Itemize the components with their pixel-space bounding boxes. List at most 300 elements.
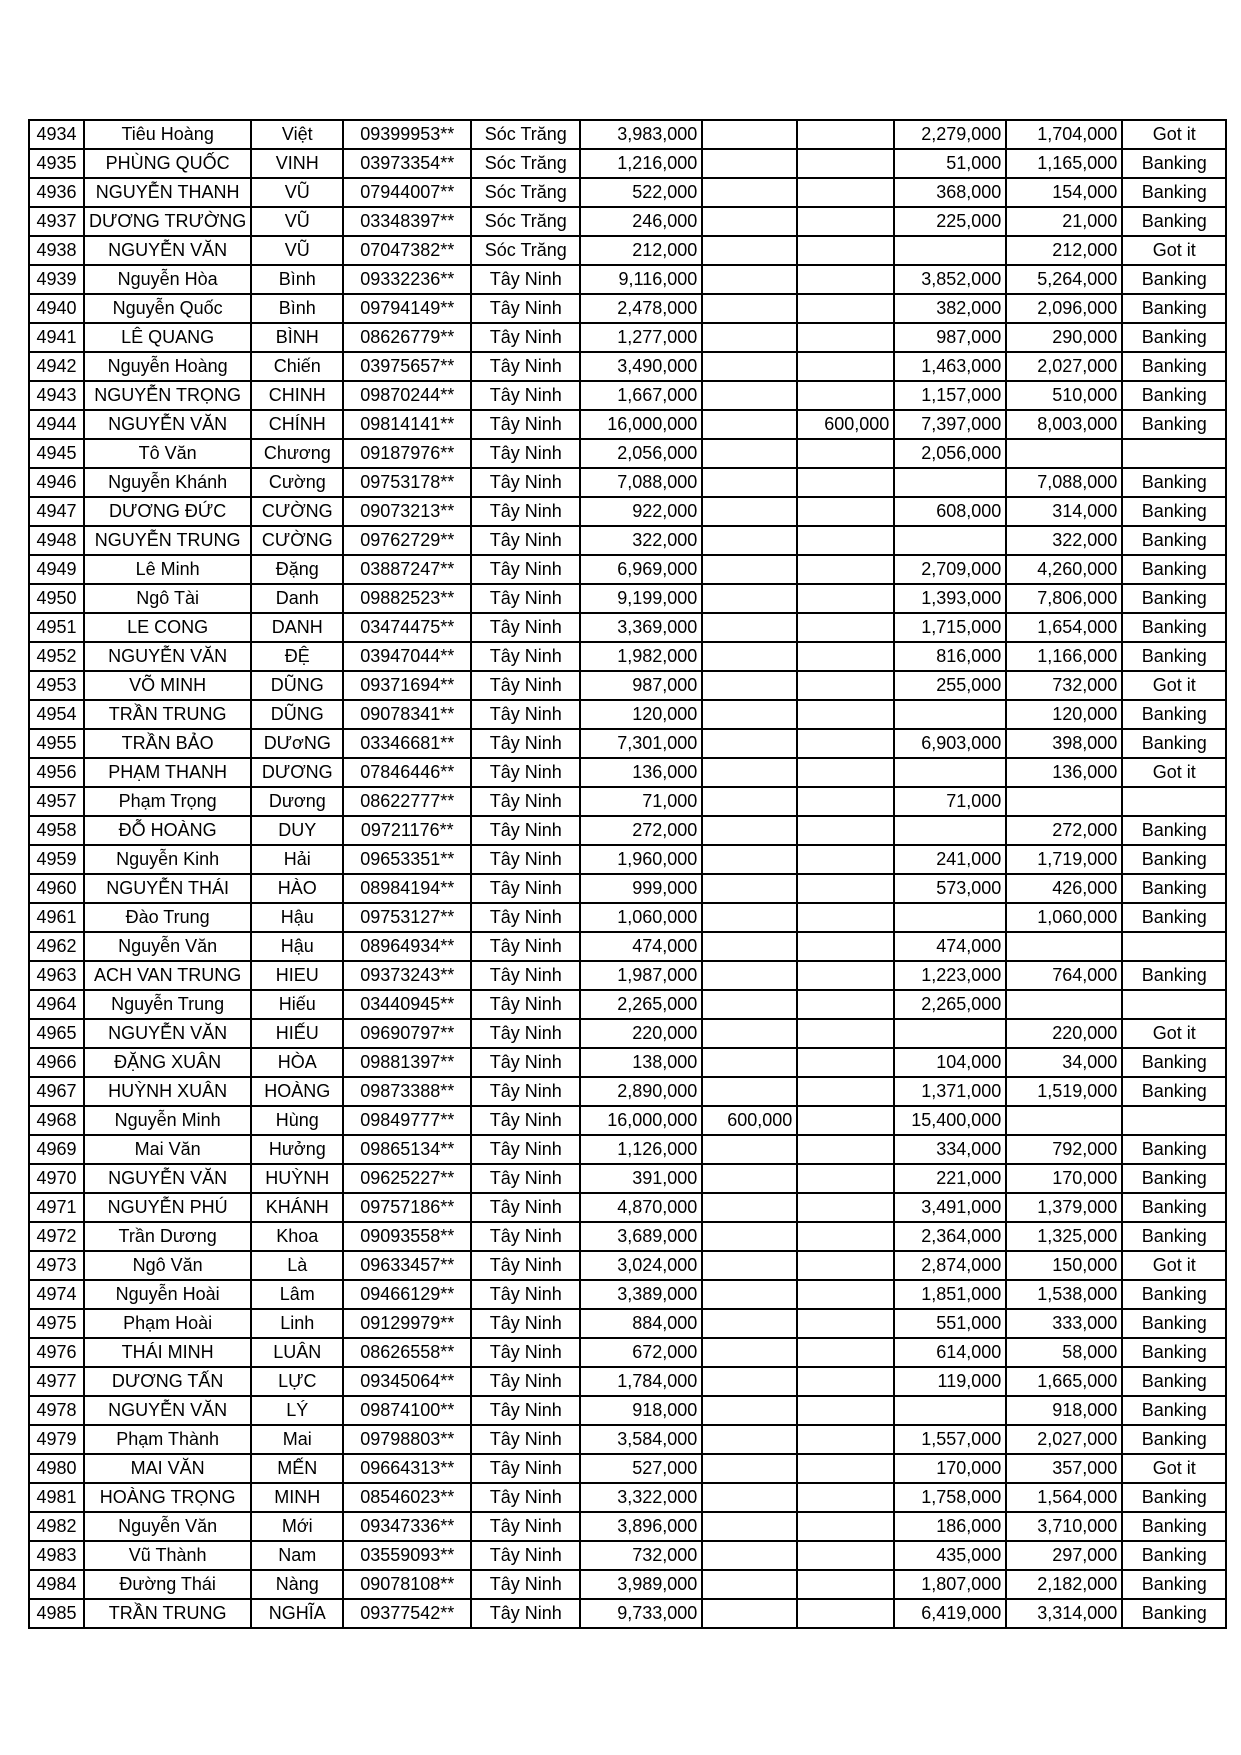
cell-province[interactable]: Tây Ninh [471,961,580,990]
cell-amount-1[interactable]: 16,000,000 [580,1106,702,1135]
cell-province[interactable]: Tây Ninh [471,1222,580,1251]
cell-col8[interactable] [797,671,894,700]
cell-name-2[interactable]: Đặng [251,555,343,584]
cell-phone[interactable]: 09757186** [343,1193,471,1222]
cell-amount-3[interactable]: 5,264,000 [1006,265,1122,294]
cell-id[interactable]: 4979 [29,1425,84,1454]
cell-amount-1[interactable]: 120,000 [580,700,702,729]
cell-name-2[interactable]: HOÀNG [251,1077,343,1106]
cell-col8[interactable] [797,1396,894,1425]
cell-phone[interactable]: 09753127** [343,903,471,932]
cell-col7[interactable] [702,903,797,932]
cell-province[interactable]: Tây Ninh [471,584,580,613]
cell-amount-3[interactable]: 918,000 [1006,1396,1122,1425]
cell-amount-2[interactable]: 6,419,000 [894,1599,1006,1628]
cell-name-2[interactable]: Dương [251,787,343,816]
cell-amount-3[interactable]: 8,003,000 [1006,410,1122,439]
cell-phone[interactable]: 09794149** [343,294,471,323]
cell-amount-3[interactable]: 2,182,000 [1006,1570,1122,1599]
cell-amount-3[interactable]: 322,000 [1006,526,1122,555]
cell-status[interactable]: Got it [1122,1019,1226,1048]
cell-amount-1[interactable]: 212,000 [580,236,702,265]
cell-phone[interactable]: 08984194** [343,874,471,903]
cell-status[interactable]: Banking [1122,1541,1226,1570]
cell-amount-2[interactable]: 3,852,000 [894,265,1006,294]
cell-name-2[interactable]: Việt [251,120,343,149]
cell-phone[interactable]: 09078341** [343,700,471,729]
cell-amount-2[interactable]: 551,000 [894,1309,1006,1338]
cell-id[interactable]: 4980 [29,1454,84,1483]
cell-col8[interactable] [797,1019,894,1048]
cell-phone[interactable]: 09332236** [343,265,471,294]
cell-col7[interactable] [702,120,797,149]
cell-phone[interactable]: 03973354** [343,149,471,178]
cell-status[interactable]: Got it [1122,1454,1226,1483]
cell-id[interactable]: 4962 [29,932,84,961]
cell-amount-1[interactable]: 3,490,000 [580,352,702,381]
cell-amount-1[interactable]: 1,126,000 [580,1135,702,1164]
cell-status[interactable]: Banking [1122,961,1226,990]
cell-id[interactable]: 4944 [29,410,84,439]
cell-id[interactable]: 4960 [29,874,84,903]
cell-amount-1[interactable]: 9,116,000 [580,265,702,294]
cell-name-2[interactable]: NGHĨA [251,1599,343,1628]
cell-province[interactable]: Tây Ninh [471,613,580,642]
cell-amount-2[interactable] [894,1396,1006,1425]
cell-col7[interactable] [702,1251,797,1280]
cell-name-1[interactable]: DƯƠNG TẤN [84,1367,251,1396]
cell-name-2[interactable]: Hưởng [251,1135,343,1164]
cell-name-1[interactable]: THÁI MINH [84,1338,251,1367]
cell-col8[interactable] [797,149,894,178]
cell-name-2[interactable]: Mai [251,1425,343,1454]
cell-name-1[interactable]: NGUYỄN VĂN [84,642,251,671]
cell-id[interactable]: 4937 [29,207,84,236]
cell-amount-3[interactable]: 4,260,000 [1006,555,1122,584]
cell-name-2[interactable]: Bình [251,294,343,323]
cell-name-2[interactable]: DŨNG [251,700,343,729]
cell-col7[interactable] [702,1338,797,1367]
cell-amount-2[interactable]: 987,000 [894,323,1006,352]
cell-status[interactable]: Banking [1122,1193,1226,1222]
cell-amount-1[interactable]: 3,989,000 [580,1570,702,1599]
cell-phone[interactable]: 09073213** [343,497,471,526]
cell-name-1[interactable]: PHÙNG QUỐC [84,149,251,178]
cell-name-2[interactable]: Nam [251,1541,343,1570]
cell-id[interactable]: 4969 [29,1135,84,1164]
cell-amount-3[interactable]: 333,000 [1006,1309,1122,1338]
cell-col8[interactable] [797,903,894,932]
cell-col7[interactable] [702,1483,797,1512]
cell-name-2[interactable]: HÒA [251,1048,343,1077]
cell-phone[interactable]: 09625227** [343,1164,471,1193]
cell-col8[interactable] [797,555,894,584]
cell-amount-1[interactable]: 391,000 [580,1164,702,1193]
cell-id[interactable]: 4968 [29,1106,84,1135]
cell-amount-2[interactable] [894,526,1006,555]
cell-name-2[interactable]: MINH [251,1483,343,1512]
cell-col8[interactable] [797,1483,894,1512]
cell-phone[interactable]: 08964934** [343,932,471,961]
cell-col7[interactable] [702,1077,797,1106]
cell-name-1[interactable]: ĐẶNG XUÂN [84,1048,251,1077]
cell-name-2[interactable]: Là [251,1251,343,1280]
cell-id[interactable]: 4951 [29,613,84,642]
cell-status[interactable] [1122,990,1226,1019]
cell-name-1[interactable]: ĐỖ HOÀNG [84,816,251,845]
cell-col7[interactable] [702,265,797,294]
cell-amount-3[interactable]: 272,000 [1006,816,1122,845]
cell-name-2[interactable]: VINH [251,149,343,178]
cell-province[interactable]: Tây Ninh [471,1280,580,1309]
cell-status[interactable]: Got it [1122,236,1226,265]
cell-amount-2[interactable]: 104,000 [894,1048,1006,1077]
cell-amount-3[interactable]: 357,000 [1006,1454,1122,1483]
cell-name-1[interactable]: NGUYỄN VĂN [84,1164,251,1193]
cell-col7[interactable] [702,1164,797,1193]
cell-amount-2[interactable]: 1,463,000 [894,352,1006,381]
cell-id[interactable]: 4940 [29,294,84,323]
cell-status[interactable]: Banking [1122,816,1226,845]
cell-amount-3[interactable]: 150,000 [1006,1251,1122,1280]
cell-amount-2[interactable]: 1,157,000 [894,381,1006,410]
cell-col8[interactable] [797,816,894,845]
cell-amount-2[interactable]: 474,000 [894,932,1006,961]
cell-status[interactable]: Banking [1122,265,1226,294]
cell-name-1[interactable]: NGUYỄN PHÚ [84,1193,251,1222]
cell-name-1[interactable]: LE CONG [84,613,251,642]
cell-amount-1[interactable]: 2,478,000 [580,294,702,323]
cell-status[interactable]: Banking [1122,1396,1226,1425]
cell-name-2[interactable]: Khoa [251,1222,343,1251]
cell-col7[interactable] [702,816,797,845]
cell-amount-3[interactable]: 1,325,000 [1006,1222,1122,1251]
cell-status[interactable]: Got it [1122,1251,1226,1280]
cell-id[interactable]: 4935 [29,149,84,178]
cell-id[interactable]: 4958 [29,816,84,845]
cell-status[interactable]: Banking [1122,1367,1226,1396]
cell-phone[interactable]: 09721176** [343,816,471,845]
cell-col7[interactable] [702,1048,797,1077]
cell-col7[interactable] [702,294,797,323]
cell-amount-2[interactable] [894,903,1006,932]
cell-phone[interactable]: 09377542** [343,1599,471,1628]
cell-name-2[interactable]: HÀO [251,874,343,903]
cell-name-1[interactable]: LÊ QUANG [84,323,251,352]
cell-province[interactable]: Tây Ninh [471,1599,580,1628]
cell-amount-3[interactable]: 1,519,000 [1006,1077,1122,1106]
cell-amount-1[interactable]: 1,784,000 [580,1367,702,1396]
cell-amount-3[interactable]: 1,538,000 [1006,1280,1122,1309]
cell-amount-1[interactable]: 1,982,000 [580,642,702,671]
cell-amount-2[interactable] [894,758,1006,787]
cell-status[interactable]: Banking [1122,642,1226,671]
cell-id[interactable]: 4972 [29,1222,84,1251]
cell-id[interactable]: 4983 [29,1541,84,1570]
cell-name-2[interactable]: Lâm [251,1280,343,1309]
cell-name-2[interactable]: Linh [251,1309,343,1338]
cell-name-2[interactable]: HUỲNH [251,1164,343,1193]
cell-province[interactable]: Tây Ninh [471,1541,580,1570]
cell-amount-1[interactable]: 3,896,000 [580,1512,702,1541]
cell-col7[interactable]: 600,000 [702,1106,797,1135]
cell-amount-1[interactable]: 71,000 [580,787,702,816]
cell-col7[interactable] [702,497,797,526]
cell-province[interactable]: Tây Ninh [471,410,580,439]
cell-status[interactable]: Banking [1122,352,1226,381]
cell-amount-1[interactable]: 2,265,000 [580,990,702,1019]
cell-name-2[interactable]: Nàng [251,1570,343,1599]
cell-col7[interactable] [702,1512,797,1541]
cell-col8[interactable]: 600,000 [797,410,894,439]
cell-amount-2[interactable]: 614,000 [894,1338,1006,1367]
cell-name-2[interactable]: Mới [251,1512,343,1541]
cell-name-1[interactable]: Ngô Tài [84,584,251,613]
cell-amount-2[interactable] [894,816,1006,845]
cell-status[interactable]: Banking [1122,1570,1226,1599]
cell-province[interactable]: Tây Ninh [471,1367,580,1396]
cell-amount-1[interactable]: 1,216,000 [580,149,702,178]
cell-col8[interactable] [797,236,894,265]
cell-amount-1[interactable]: 3,584,000 [580,1425,702,1454]
cell-col8[interactable] [797,729,894,758]
cell-province[interactable]: Sóc Trăng [471,236,580,265]
cell-name-2[interactable]: LUÂN [251,1338,343,1367]
cell-phone[interactable]: 09874100** [343,1396,471,1425]
cell-id[interactable]: 4982 [29,1512,84,1541]
cell-name-1[interactable]: Đào Trung [84,903,251,932]
cell-amount-2[interactable]: 119,000 [894,1367,1006,1396]
cell-name-2[interactable]: HIẾU [251,1019,343,1048]
cell-amount-1[interactable]: 322,000 [580,526,702,555]
cell-col8[interactable] [797,265,894,294]
cell-id[interactable]: 4974 [29,1280,84,1309]
cell-name-1[interactable]: Lê Minh [84,555,251,584]
cell-amount-3[interactable]: 7,806,000 [1006,584,1122,613]
cell-col8[interactable] [797,961,894,990]
cell-id[interactable]: 4966 [29,1048,84,1077]
cell-amount-2[interactable]: 225,000 [894,207,1006,236]
cell-status[interactable]: Banking [1122,1599,1226,1628]
cell-status[interactable]: Banking [1122,903,1226,932]
cell-amount-2[interactable]: 1,758,000 [894,1483,1006,1512]
cell-id[interactable]: 4938 [29,236,84,265]
cell-name-1[interactable]: Mai Văn [84,1135,251,1164]
cell-col7[interactable] [702,932,797,961]
cell-status[interactable]: Banking [1122,1164,1226,1193]
cell-amount-2[interactable]: 608,000 [894,497,1006,526]
cell-amount-3[interactable] [1006,439,1122,468]
cell-id[interactable]: 4963 [29,961,84,990]
cell-name-1[interactable]: Nguyễn Hoàng [84,352,251,381]
cell-name-2[interactable]: Hiếu [251,990,343,1019]
cell-name-1[interactable]: Tiêu Hoàng [84,120,251,149]
cell-col7[interactable] [702,1135,797,1164]
cell-name-2[interactable]: CƯỜNG [251,497,343,526]
cell-amount-1[interactable]: 138,000 [580,1048,702,1077]
cell-id[interactable]: 4942 [29,352,84,381]
cell-col8[interactable] [797,1541,894,1570]
cell-id[interactable]: 4956 [29,758,84,787]
cell-phone[interactable]: 08626558** [343,1338,471,1367]
cell-name-2[interactable]: VŨ [251,236,343,265]
cell-col8[interactable] [797,1164,894,1193]
cell-amount-1[interactable]: 1,960,000 [580,845,702,874]
cell-name-2[interactable]: CHÍNH [251,410,343,439]
cell-amount-1[interactable]: 3,689,000 [580,1222,702,1251]
cell-id[interactable]: 4939 [29,265,84,294]
cell-province[interactable]: Tây Ninh [471,671,580,700]
cell-col7[interactable] [702,1541,797,1570]
cell-col7[interactable] [702,1309,797,1338]
cell-amount-3[interactable]: 290,000 [1006,323,1122,352]
cell-province[interactable]: Tây Ninh [471,555,580,584]
cell-amount-2[interactable]: 368,000 [894,178,1006,207]
cell-col7[interactable] [702,439,797,468]
cell-province[interactable]: Tây Ninh [471,874,580,903]
cell-province[interactable]: Tây Ninh [471,1106,580,1135]
cell-name-2[interactable]: HIEU [251,961,343,990]
cell-col7[interactable] [702,1019,797,1048]
cell-province[interactable]: Tây Ninh [471,1454,580,1483]
cell-id[interactable]: 4955 [29,729,84,758]
cell-phone[interactable]: 09633457** [343,1251,471,1280]
cell-phone[interactable]: 09814141** [343,410,471,439]
cell-name-1[interactable]: VÕ MINH [84,671,251,700]
cell-col8[interactable] [797,439,894,468]
cell-amount-2[interactable]: 573,000 [894,874,1006,903]
cell-amount-2[interactable]: 15,400,000 [894,1106,1006,1135]
cell-name-1[interactable]: Nguyễn Trung [84,990,251,1019]
cell-phone[interactable]: 09753178** [343,468,471,497]
cell-id[interactable]: 4952 [29,642,84,671]
cell-col8[interactable] [797,1251,894,1280]
cell-amount-2[interactable]: 2,709,000 [894,555,1006,584]
cell-amount-3[interactable] [1006,990,1122,1019]
cell-amount-2[interactable]: 1,557,000 [894,1425,1006,1454]
cell-amount-2[interactable]: 1,393,000 [894,584,1006,613]
cell-amount-1[interactable]: 918,000 [580,1396,702,1425]
cell-status[interactable]: Banking [1122,874,1226,903]
cell-name-1[interactable]: TRẦN TRUNG [84,1599,251,1628]
cell-name-1[interactable]: Nguyễn Kinh [84,845,251,874]
cell-name-1[interactable]: Tô Văn [84,439,251,468]
cell-name-2[interactable]: DUY [251,816,343,845]
cell-col8[interactable] [797,526,894,555]
cell-id[interactable]: 4971 [29,1193,84,1222]
cell-phone[interactable]: 03348397** [343,207,471,236]
cell-phone[interactable]: 09849777** [343,1106,471,1135]
cell-amount-1[interactable]: 672,000 [580,1338,702,1367]
cell-amount-2[interactable]: 3,491,000 [894,1193,1006,1222]
cell-col8[interactable] [797,323,894,352]
cell-province[interactable]: Tây Ninh [471,1251,580,1280]
cell-amount-3[interactable]: 764,000 [1006,961,1122,990]
cell-col8[interactable] [797,990,894,1019]
cell-amount-2[interactable]: 1,715,000 [894,613,1006,642]
cell-phone[interactable]: 03440945** [343,990,471,1019]
cell-status[interactable]: Banking [1122,1077,1226,1106]
cell-amount-2[interactable]: 2,874,000 [894,1251,1006,1280]
cell-status[interactable] [1122,932,1226,961]
cell-status[interactable]: Banking [1122,1512,1226,1541]
cell-name-1[interactable]: Phạm Trọng [84,787,251,816]
cell-phone[interactable]: 03975657** [343,352,471,381]
cell-amount-3[interactable]: 1,165,000 [1006,149,1122,178]
cell-amount-1[interactable]: 999,000 [580,874,702,903]
cell-col8[interactable] [797,1570,894,1599]
cell-amount-3[interactable]: 2,027,000 [1006,352,1122,381]
cell-name-1[interactable]: TRẦN TRUNG [84,700,251,729]
cell-province[interactable]: Tây Ninh [471,352,580,381]
cell-col8[interactable] [797,642,894,671]
cell-id[interactable]: 4984 [29,1570,84,1599]
cell-province[interactable]: Tây Ninh [471,526,580,555]
cell-province[interactable]: Tây Ninh [471,700,580,729]
cell-col8[interactable] [797,584,894,613]
cell-status[interactable]: Banking [1122,207,1226,236]
cell-name-2[interactable]: VŨ [251,207,343,236]
cell-amount-1[interactable]: 9,733,000 [580,1599,702,1628]
cell-amount-3[interactable]: 3,710,000 [1006,1512,1122,1541]
cell-phone[interactable]: 08622777** [343,787,471,816]
cell-name-2[interactable]: DƯƠNG [251,758,343,787]
cell-name-2[interactable]: LÝ [251,1396,343,1425]
cell-amount-2[interactable]: 186,000 [894,1512,1006,1541]
cell-col7[interactable] [702,613,797,642]
cell-status[interactable]: Banking [1122,729,1226,758]
cell-phone[interactable]: 09466129** [343,1280,471,1309]
cell-status[interactable]: Banking [1122,323,1226,352]
cell-province[interactable]: Sóc Trăng [471,120,580,149]
cell-name-1[interactable]: PHẠM THANH [84,758,251,787]
cell-province[interactable]: Tây Ninh [471,1019,580,1048]
cell-name-1[interactable]: NGUYỄN THÁI [84,874,251,903]
cell-province[interactable]: Tây Ninh [471,468,580,497]
cell-id[interactable]: 4964 [29,990,84,1019]
cell-name-1[interactable]: DƯƠNG TRƯỜNG [84,207,251,236]
cell-province[interactable]: Tây Ninh [471,381,580,410]
cell-col7[interactable] [702,468,797,497]
cell-amount-1[interactable]: 4,870,000 [580,1193,702,1222]
cell-phone[interactable]: 09690797** [343,1019,471,1048]
cell-province[interactable]: Tây Ninh [471,1193,580,1222]
cell-name-2[interactable]: Chương [251,439,343,468]
cell-amount-2[interactable]: 2,056,000 [894,439,1006,468]
cell-phone[interactable]: 07047382** [343,236,471,265]
cell-status[interactable]: Banking [1122,178,1226,207]
cell-col8[interactable] [797,613,894,642]
cell-col7[interactable] [702,1599,797,1628]
cell-id[interactable]: 4936 [29,178,84,207]
cell-amount-3[interactable]: 1,654,000 [1006,613,1122,642]
cell-col8[interactable] [797,1309,894,1338]
cell-status[interactable]: Banking [1122,410,1226,439]
cell-col7[interactable] [702,1570,797,1599]
cell-phone[interactable]: 09347336** [343,1512,471,1541]
cell-col8[interactable] [797,1425,894,1454]
cell-amount-1[interactable]: 3,983,000 [580,120,702,149]
cell-id[interactable]: 4978 [29,1396,84,1425]
cell-name-1[interactable]: NGUYỄN THANH [84,178,251,207]
cell-status[interactable]: Banking [1122,1280,1226,1309]
cell-amount-2[interactable]: 2,364,000 [894,1222,1006,1251]
cell-phone[interactable]: 09373243** [343,961,471,990]
cell-name-1[interactable]: Nguyễn Văn [84,1512,251,1541]
cell-amount-2[interactable] [894,468,1006,497]
cell-amount-2[interactable]: 1,851,000 [894,1280,1006,1309]
cell-amount-1[interactable]: 246,000 [580,207,702,236]
